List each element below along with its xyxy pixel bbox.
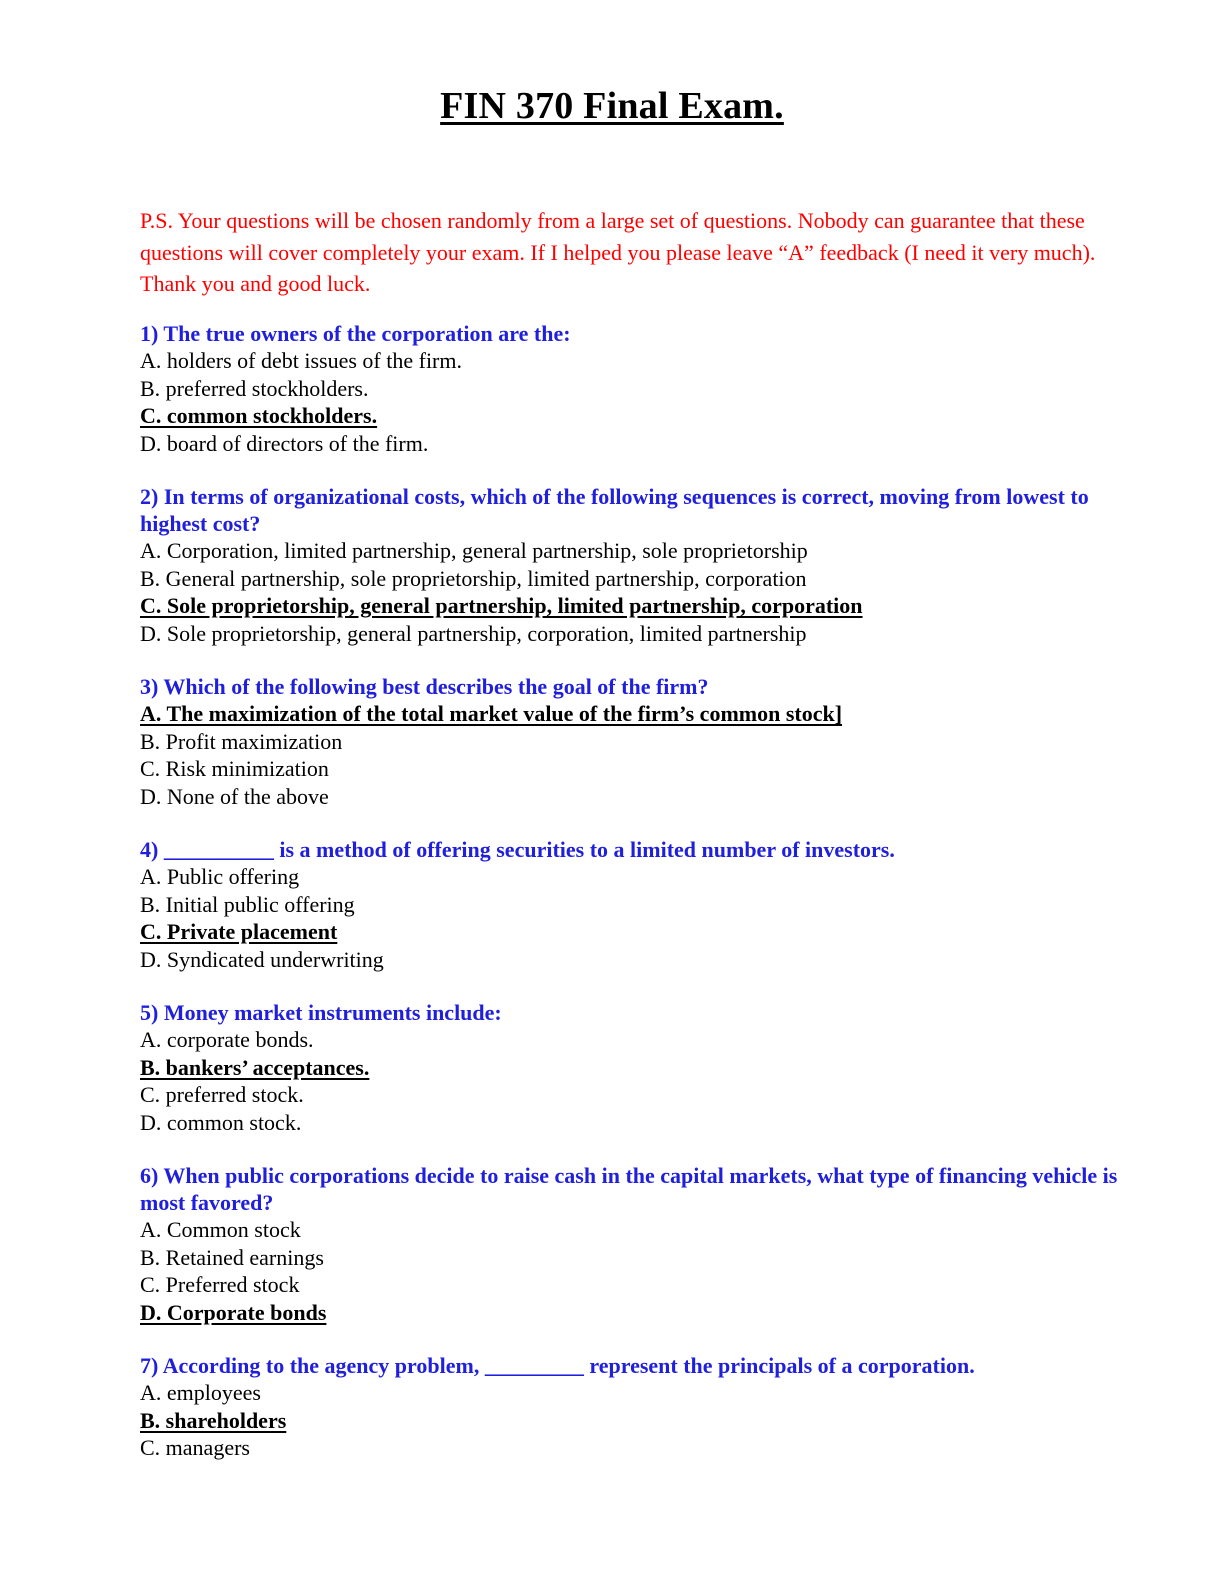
correct-answer-option: B. shareholders [140,1407,287,1433]
correct-answer-option: A. The maximization of the total market value of the firm’s common stock] [140,701,843,726]
answer-option: C. managers [140,1435,250,1460]
disclaimer-note: P.S. Your questions will be chosen randomly from a large set of questions. Nobody can guarantee that these questions will cover completely your exam. If I helped you please leave “A” feedback (I need it very much). Thank you and good luck. [140,208,1096,296]
answer-option: B. preferred stockholders. [140,375,369,401]
question-stem: 1) The true owners of the corporation are the: [140,321,571,346]
question-stem: 2) In terms of organizational costs, which of the following sequences is correct, moving from lowest to highest cost? [140,484,1089,536]
question-stem: 3) Which of the following best describes the goal of the firm? [140,674,709,699]
question-block [140,673,1120,810]
answer-option: A. employees [140,1380,261,1405]
question-block [140,1352,1120,1462]
answer-option: B. Profit maximization [140,728,343,754]
question-block [140,1162,1120,1326]
question-stem: 5) Money market instruments include: [140,1000,502,1025]
question-block [140,999,1120,1136]
answer-option: B. Initial public offering [140,891,355,917]
answer-option: C. preferred stock. [140,1082,304,1107]
answer-option: A. corporate bonds. [140,1027,314,1052]
correct-answer-option: C. Sole proprietorship, general partnership, limited partnership, corporation [140,593,863,618]
correct-answer-option: B. bankers’ acceptances. [140,1054,370,1080]
answer-option: D. Sole proprietorship, general partnership, corporation, limited partnership [140,620,807,646]
answer-option: D. common stock. [140,1109,302,1135]
question-block [140,483,1120,647]
answer-option: D. None of the above [140,783,329,809]
question-block [140,836,1120,973]
correct-answer-option: C. common stockholders. [140,403,378,428]
answer-option: C. Risk minimization [140,756,329,781]
answer-option: D. board of directors of the firm. [140,430,429,456]
answer-option: B. General partnership, sole proprietorship, limited partnership, corporation [140,565,807,591]
question-list [140,320,1120,1488]
answer-option: D. Syndicated underwriting [140,946,384,972]
page-title: FIN 370 Final Exam. [440,85,784,127]
correct-answer-option: C. Private placement [140,919,338,944]
answer-option: C. Preferred stock [140,1272,300,1297]
answer-option: A. Corporation, limited partnership, general partnership, sole proprietorship [140,538,808,563]
answer-option: B. Retained earnings [140,1244,324,1270]
question-stem: 4) __________ is a method of offering securities to a limited number of investors. [140,837,895,862]
question-stem: 6) When public corporations decide to raise cash in the capital markets, what type of financing vehicle is most favored? [140,1163,1118,1215]
answer-option: A. holders of debt issues of the firm. [140,348,462,373]
answer-option: A. Common stock [140,1217,301,1242]
question-block [140,320,1120,457]
correct-answer-option: D. Corporate bonds [140,1299,327,1325]
answer-option: A. Public offering [140,864,300,889]
question-stem: 7) According to the agency problem, _________ represent the principals of a corporation. [140,1353,975,1378]
